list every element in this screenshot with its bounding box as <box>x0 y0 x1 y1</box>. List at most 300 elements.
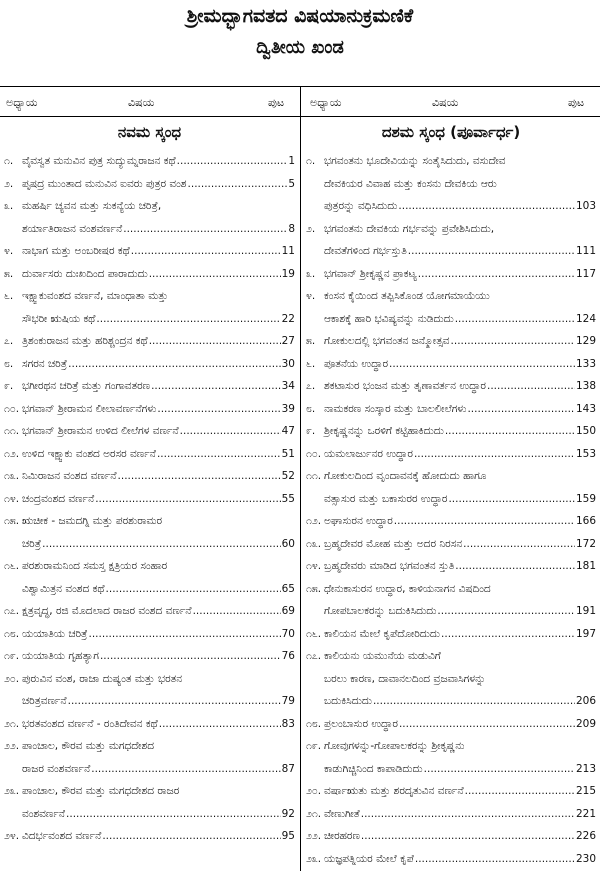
entry-last-line <box>22 825 299 848</box>
dot-leader <box>399 713 575 736</box>
dot-leader <box>394 510 575 533</box>
entry-text: ಪಾಂಚಾಲ, ಕೌರವ ಮತ್ತು ಮಗಧದೇಶದ ರಾಜರ <box>22 785 180 797</box>
entry-last-line <box>324 353 600 376</box>
page-number: 206 <box>575 695 596 707</box>
entry-number: ೧೦. <box>306 447 322 460</box>
page-number: 51 <box>281 447 295 460</box>
entry-number: ೧೨. <box>4 447 20 460</box>
page-number: 150 <box>575 425 596 437</box>
dot-leader <box>445 420 575 443</box>
entry-number: ೪. <box>4 245 14 257</box>
entry-text: ಬದುಕಿಸಿದುದು <box>324 695 372 707</box>
entry-number: ೧೫. <box>306 582 322 595</box>
page-number: 153 <box>575 447 596 460</box>
dot-leader <box>373 690 575 713</box>
entry-text: ಪರಶುರಾಮನಿಂದ ಸಮಸ್ತ ಕ್ಷತ್ರಿಯರ ಸಂಹಾರ <box>22 560 168 572</box>
toc-entry <box>0 510 299 555</box>
entry-text: ಯಜ್ಞಪತ್ನಿಯರ ಮೇಲೆ ಕೃಪೆ <box>324 852 414 865</box>
entry-last-line <box>324 555 600 578</box>
page-number: 191 <box>575 605 596 617</box>
toc-entry <box>0 555 299 600</box>
column-divider <box>300 86 301 871</box>
entry-last-line <box>22 218 299 241</box>
page-number: 76 <box>281 650 295 662</box>
page-number: 87 <box>281 762 295 775</box>
toc-entry <box>302 803 600 826</box>
entry-last-line <box>324 420 600 443</box>
page-number: 166 <box>575 515 596 527</box>
entry-last-line <box>22 330 299 353</box>
entry-last-line <box>22 758 299 781</box>
page-number: 138 <box>575 380 596 392</box>
page-number: 27 <box>281 335 295 347</box>
right-entry-list <box>302 150 600 870</box>
page-number: 39 <box>281 402 295 415</box>
entry-text: ನಾಭಾಗ ಮತ್ತು ಅಂಬರೀಷರ ಕಥೆ <box>22 245 130 257</box>
page-number: 52 <box>281 470 295 482</box>
left-chapter-header: ಅಧ್ಯಾಯ <box>6 96 38 109</box>
entry-text: ಪುತ್ರರನ್ನು ವಧಿಸಿದುದು <box>324 200 398 212</box>
page-number: 226 <box>575 830 596 842</box>
dot-leader <box>188 173 288 196</box>
entry-text: ವರ್ಷಾಋತು ಮತ್ತು ಶರದೃತುವಿನ ವರ್ಣನೆ <box>324 785 464 797</box>
entry-text: ಭಗವಂತನು ದೇವಕಿಯ ಗರ್ಭವನ್ನು ಪ್ರವೇಶಿಸಿದುದು, <box>324 222 495 235</box>
entry-text: ಬರಲು ಕಾರಣ, ದಾವಾನಲದಿಂದ ವ್ರಜವಾಸಿಗಳನ್ನು <box>324 672 486 685</box>
page-number: 79 <box>281 695 295 707</box>
entry-text: ಶ್ರೀಕೃಷ್ಣನನ್ನು ಒರಳಿಗೆ ಕಟ್ಟಿಹಾಕಿದುದು <box>324 425 444 437</box>
toc-entry <box>0 285 299 330</box>
entry-text: ಮಹರ್ಷಿ ಚ್ಯವನ ಮತ್ತು ಸುಕನ್ಯೆಯ ಚರಿತ್ರೆ, <box>22 200 162 212</box>
toc-entry <box>0 263 299 286</box>
entry-text: ಶರ್ಯಾತಿರಾಜನ ವಂಶವರ್ಣನೆ <box>22 222 123 235</box>
entry-last-line <box>324 713 600 736</box>
dot-leader <box>361 803 575 826</box>
page-number: 230 <box>575 852 596 865</box>
toc-entry <box>0 465 299 488</box>
entry-text: ದೇವಕಿಯರ ವಿವಾಹ ಮತ್ತು ಕಂಸನು ದೇವಕಿಯ ಆರು <box>324 177 497 190</box>
entry-number: ೧೫. <box>4 515 20 527</box>
entry-number: ೧. <box>4 155 14 167</box>
page-number: 181 <box>575 560 596 572</box>
page-number: 213 <box>575 762 596 775</box>
entry-text: ನಾಮಕರಣ ಸಂಸ್ಕಾರ ಮತ್ತು ಬಾಲಲೀಲೆಗಳು <box>324 402 467 415</box>
entry-number: ೨೦. <box>4 672 20 685</box>
entry-number: ೪. <box>306 290 316 302</box>
entry-text: ವೇಣುಗೀತೆ <box>324 807 360 820</box>
dot-leader <box>418 263 575 286</box>
dot-leader <box>467 398 575 421</box>
toc-entry <box>0 668 299 713</box>
page-number: 103 <box>575 200 596 212</box>
entry-last-line <box>324 263 600 286</box>
entry-text: ಪುರುವಿನ ವಂಶ, ರಾಜಾ ದುಷ್ಯಂತ ಮತ್ತು ಭರತನ <box>22 672 183 685</box>
page-number: 209 <box>575 717 596 730</box>
toc-entry <box>0 735 299 780</box>
dot-leader <box>95 488 280 511</box>
dot-leader <box>455 308 575 331</box>
dot-leader <box>102 825 280 848</box>
entry-number: ೧೧. <box>306 470 322 482</box>
entry-text: ವೈವಸ್ವತ ಮನುವಿನ ಪುತ್ರ ಸುದ್ಯುಮ್ನರಾಜನ ಕಥೆ <box>22 155 176 167</box>
entry-text: ಗೋವುಗಳನ್ನು-ಗೋಪಾಲಕರನ್ನು ಶ್ರೀಕೃಷ್ಣನು <box>324 740 465 752</box>
entry-last-line <box>22 173 299 196</box>
entry-text: ಭಗೀರಥನ ಚರಿತ್ರೆ ಮತ್ತು ಗಂಗಾವತರಣ <box>22 380 151 392</box>
page-number: 11 <box>281 245 295 257</box>
entry-last-line <box>22 443 299 466</box>
page-number: 65 <box>281 582 295 595</box>
page-number: 92 <box>281 807 295 820</box>
entry-number: ೧೦. <box>4 402 20 415</box>
entry-number: ೨೦. <box>306 785 322 797</box>
page-number: 111 <box>575 245 596 257</box>
page-number: 133 <box>575 357 596 370</box>
page-number: 8 <box>288 222 295 235</box>
entry-last-line <box>324 375 600 398</box>
entry-last-line <box>324 803 600 826</box>
right-topic-header: ವಿಷಯ <box>432 96 459 109</box>
page-number: 124 <box>575 312 596 325</box>
entry-last-line <box>324 195 600 218</box>
entry-text: ಪೂತನೆಯ ಉದ್ಧಾರ <box>324 357 388 370</box>
page-number: 19 <box>281 267 295 280</box>
entry-text: ಭಗವಾನ್ ಶ್ರೀಕೃಷ್ಣನ ಪ್ರಾಕಟ್ಯ <box>324 267 417 280</box>
entry-text: ಚಂದ್ರವಂಶದ ವರ್ಣನೆ <box>22 492 95 505</box>
dot-leader <box>123 218 287 241</box>
left-column <box>0 116 299 848</box>
dot-leader <box>68 690 281 713</box>
entry-number: ೯. <box>4 380 14 392</box>
entry-number: ೫. <box>4 267 14 280</box>
entry-number: ೧೯. <box>306 740 322 752</box>
entry-number: ೬. <box>306 357 316 370</box>
entry-number: ೬. <box>4 290 14 302</box>
toc-entry <box>0 150 299 173</box>
toc-entry <box>0 420 299 443</box>
entry-text: ಭರತವಂಶದ ವರ್ಣನೆ - ರಂತಿದೇವನ ಕಥೆ <box>22 717 158 730</box>
toc-entry <box>302 735 600 780</box>
entry-text: ವಿಶ್ವಾಮಿತ್ರನ ವಂಶದ ಕಥೆ <box>22 582 105 595</box>
entry-text: ಚೀರಹರಣ <box>324 830 360 842</box>
toc-entry <box>302 353 600 376</box>
dot-leader <box>414 443 575 466</box>
page-number: 47 <box>281 425 295 437</box>
toc-entry <box>302 825 600 848</box>
entry-text: ಗೋಕುಲದಲ್ಲಿ ಭಗವಂತನ ಜನ್ಮೋತ್ಸವ <box>324 335 450 347</box>
entry-number: ೧೭. <box>4 605 20 617</box>
entry-text: ಪ್ರಲಂಬಾಸುರ ಉದ್ಧಾರ <box>324 717 398 730</box>
entry-last-line <box>22 645 299 668</box>
entry-text: ಆಕಾಶಕ್ಕೆ ಹಾರಿ ಭವಿಷ್ಯವನ್ನು ನುಡಿದುದು <box>324 312 454 325</box>
entry-last-line <box>22 690 299 713</box>
toc-entry <box>302 578 600 623</box>
entry-last-line <box>324 758 600 781</box>
entry-last-line <box>324 308 600 331</box>
dot-leader <box>177 150 288 173</box>
entry-number: ೮. <box>306 402 316 415</box>
toc-entry <box>302 645 600 713</box>
dot-leader <box>89 623 281 646</box>
entry-number: ೩. <box>4 200 14 212</box>
toc-entry <box>0 195 299 240</box>
entry-text: ಯಮಲಾರ್ಜುನರ ಉದ್ಧಾರ <box>324 447 413 460</box>
toc-entry <box>302 623 600 646</box>
entry-last-line <box>324 780 600 803</box>
dot-leader <box>100 645 281 668</box>
dot-leader <box>157 398 280 421</box>
entry-number: ೨೨. <box>306 830 322 842</box>
entry-text: ಭಗವಾನ್ ಶ್ರೀರಾಮನ ಲೀಲಾವರ್ಣನೆಗಳು <box>22 402 157 415</box>
entry-number: ೯. <box>306 425 316 437</box>
entry-number: ೧೬. <box>306 627 322 640</box>
page-number: 5 <box>288 177 295 190</box>
toc-entry <box>302 780 600 803</box>
page-number: 172 <box>575 537 596 550</box>
entry-text: ಬ್ರಹ್ಮದೇವರ ಮೋಹ ಮತ್ತು ಅದರ ನಿರಸನ <box>324 537 463 550</box>
toc-entry <box>0 330 299 353</box>
entry-number: ೧೨. <box>306 515 322 527</box>
entry-text: ವಂಶವರ್ಣನೆ <box>22 807 66 820</box>
entry-text: ತ್ರಿಶಂಕುರಾಜನ ಮತ್ತು ಹರಿಶ್ಚಂದ್ರನ ಕಥೆ <box>22 335 148 347</box>
toc-entry <box>302 443 600 466</box>
toc-entry <box>302 465 600 510</box>
entry-text: ಕಾಲಿಯನ ಮೇಲೆ ಕೃಪೆದೋರಿದುದು <box>324 627 441 640</box>
entry-text: ಅಘಾಸುರನ ಉದ್ಧಾರ <box>324 515 393 527</box>
toc-entry <box>302 218 600 263</box>
dot-leader <box>96 308 280 331</box>
entry-text: ಬ್ರಹ್ಮದೇವರು ಮಾಡಿದ ಭಗವಂತನ ಸ್ತುತಿ <box>324 560 455 572</box>
entry-last-line <box>22 578 299 601</box>
entry-text: ಸಗರನ ಚರಿತ್ರೆ <box>22 357 68 370</box>
toc-entry <box>0 488 299 511</box>
entry-last-line <box>22 240 299 263</box>
entry-number: ೨೪. <box>4 830 20 842</box>
right-page-header: ಪುಟ <box>568 96 585 109</box>
entry-number: ೧೮. <box>4 627 20 640</box>
entry-last-line <box>22 533 299 556</box>
entry-number: ೨. <box>4 177 14 190</box>
entry-text: ಋಚೀಕ - ಜಮದಗ್ನಿ ಮತ್ತು ಪರಶುರಾಮರ <box>22 515 163 527</box>
dot-leader <box>448 488 574 511</box>
entry-number: ೨೧. <box>306 807 322 820</box>
dot-leader <box>149 330 281 353</box>
entry-text: ದುರ್ವಾಸರು ದುಃಖದಿಂದ ಪಾರಾದುದು <box>22 267 148 280</box>
dot-leader <box>91 758 280 781</box>
entry-number: ೧೬. <box>4 560 20 572</box>
entry-text: ದೇವತೆಗಳಿಂದ ಗರ್ಭಸ್ತುತಿ <box>324 245 407 257</box>
entry-number: ೮. <box>4 357 14 370</box>
dot-leader <box>389 353 575 376</box>
left-entry-list <box>0 150 299 848</box>
toc-entry <box>0 443 299 466</box>
entry-last-line <box>22 803 299 826</box>
dot-leader <box>66 803 281 826</box>
page-number: 197 <box>575 627 596 640</box>
toc-entry <box>0 623 299 646</box>
left-page-header: ಪುಟ <box>268 96 285 109</box>
dot-leader <box>106 578 281 601</box>
dot-leader <box>487 375 575 398</box>
entry-number: ೧೩. <box>4 470 20 482</box>
page-number: 215 <box>575 785 596 797</box>
dot-leader <box>465 780 575 803</box>
dot-leader <box>455 555 575 578</box>
entry-text: ಧೇನುಕಾಸುರನ ಉದ್ಧಾರ, ಕಾಳಿಯನಾಗನ ವಿಷದಿಂದ <box>324 582 491 595</box>
toc-entry <box>0 713 299 736</box>
page-number: 34 <box>281 380 295 392</box>
dot-leader <box>193 600 281 623</box>
entry-number: ೨. <box>306 222 316 235</box>
entry-text: ಚರಿತ್ರವರ್ಣನೆ <box>22 695 67 707</box>
toc-entry <box>0 398 299 421</box>
entry-last-line <box>22 623 299 646</box>
entry-last-line <box>22 150 299 173</box>
toc-entry <box>302 150 600 218</box>
toc-entry <box>302 263 600 286</box>
right-chapter-header: ಅಧ್ಯಾಯ <box>310 96 342 109</box>
page-number: 60 <box>281 537 295 550</box>
entry-text: ಸೌಭರೀ ಋಷಿಯ ಕಥೆ <box>22 312 96 325</box>
entry-text: ವತ್ಸಾಸುರ ಮತ್ತು ಬಕಾಸುರರ ಉದ್ಧಾರ <box>324 492 448 505</box>
entry-last-line <box>22 263 299 286</box>
entry-last-line <box>324 488 600 511</box>
entry-text: ಭಗವಂತನು ಭೂದೇವಿಯನ್ನು ಸಂತೈಸಿದುದು, ವಸುದೇವ <box>324 155 506 167</box>
entry-text: ಚರಿತ್ರೆ <box>22 537 42 550</box>
entry-last-line <box>22 308 299 331</box>
entry-last-line <box>324 600 600 623</box>
toc-entry <box>0 173 299 196</box>
toc-entry <box>302 330 600 353</box>
entry-number: ೩. <box>306 267 316 280</box>
entry-text: ವಿದರ್ಭವಂಶದ ವರ್ಣನೆ <box>22 830 102 842</box>
entry-number: ೧೭. <box>306 650 322 662</box>
toc-entry <box>0 240 299 263</box>
entry-last-line <box>324 510 600 533</box>
dot-leader <box>441 623 575 646</box>
entry-number: ೧೪. <box>4 492 20 505</box>
toc-entry <box>0 600 299 623</box>
page-number: 83 <box>281 717 295 730</box>
entry-number: ೧೯. <box>4 650 20 662</box>
page-number: 70 <box>281 627 295 640</box>
entry-number: ೨೧. <box>4 717 20 730</box>
entry-text: ಉಳಿದ ಇಕ್ಷ್ವಾಕು ವಂಶದ ಅರಸರ ವರ್ಣನೆ <box>22 447 156 460</box>
entry-last-line <box>22 488 299 511</box>
entry-last-line <box>324 240 600 263</box>
entry-number: ೭. <box>306 380 316 392</box>
page-number: 117 <box>575 267 596 280</box>
page-number: 22 <box>281 312 295 325</box>
dot-leader <box>68 353 280 376</box>
toc-entry <box>302 510 600 533</box>
page-number: 159 <box>575 492 596 505</box>
dot-leader <box>42 533 280 556</box>
entry-last-line <box>324 533 600 556</box>
dot-leader <box>180 420 281 443</box>
dot-leader <box>463 533 575 556</box>
toc-entry <box>0 780 299 825</box>
page-number: 221 <box>575 807 596 820</box>
entry-number: ೨೩. <box>306 852 322 865</box>
entry-text: ಗೋಪಬಾಲಕರನ್ನು ಬದುಕಿಸಿದುದು <box>324 605 437 617</box>
entry-number: ೨೨. <box>4 740 20 752</box>
dot-leader <box>398 195 575 218</box>
entry-last-line <box>324 690 600 713</box>
document-subtitle: ದ್ವಿತೀಯ ಖಂಡ <box>256 37 344 58</box>
entry-text: ಕಂಸನ ಕೈಯಿಂದ ತಪ್ಪಿಸಿಕೊಂಡ ಯೋಗಮಾಯೆಯು <box>324 290 490 302</box>
toc-entry <box>0 645 299 668</box>
entry-number: ೨೩. <box>4 785 20 797</box>
entry-text: ಯಯಾತಿಯ ಗೃಹತ್ಯಾಗ <box>22 650 99 662</box>
entry-number: ೧೪. <box>306 560 322 572</box>
toc-entry <box>302 713 600 736</box>
right-column-title: ದಶಮ ಸ್ಕಂಧ (ಪೂರ್ವಾರ್ಧ) <box>381 123 521 141</box>
entry-last-line <box>22 353 299 376</box>
entry-number: ೧೮. <box>306 717 322 730</box>
entry-last-line <box>324 623 600 646</box>
toc-entry <box>0 353 299 376</box>
toc-entry <box>302 398 600 421</box>
entry-text: ಕ್ಷತ್ರವೃದ್ಧ, ರಜಿ ಮೊದಲಾದ ರಾಜರ ವಂಶದ ವರ್ಣನೆ <box>22 605 192 617</box>
toc-entry <box>0 375 299 398</box>
dot-leader <box>149 263 281 286</box>
dot-leader <box>361 825 575 848</box>
dot-leader <box>451 330 575 353</box>
entry-last-line <box>324 825 600 848</box>
entry-last-line <box>324 330 600 353</box>
entry-last-line <box>22 465 299 488</box>
entry-number: ೭. <box>4 335 14 347</box>
dot-leader <box>437 600 575 623</box>
toc-entry <box>302 420 600 443</box>
entry-number: ೫. <box>306 335 316 347</box>
entry-last-line <box>22 713 299 736</box>
page-number: 55 <box>281 492 295 505</box>
entry-text: ಗೋಕುಲದಿಂದ ವೃಂದಾವನಕ್ಕೆ ಹೋದುದು ಹಾಗೂ <box>324 470 487 482</box>
entry-text: ರಾಜರ ವಂಶವರ್ಣನೆ <box>22 762 91 775</box>
entry-last-line <box>324 398 600 421</box>
dot-leader <box>159 713 281 736</box>
dot-leader <box>157 443 281 466</box>
page-number: 1 <box>288 155 295 167</box>
page-number: 69 <box>281 605 295 617</box>
dot-leader <box>408 240 575 263</box>
entry-last-line <box>22 600 299 623</box>
entry-text: ಭಗವಾನ್ ಶ್ರೀರಾಮನ ಉಳಿದ ಲೀಲೆಗಳ ವರ್ಣನೆ <box>22 425 179 437</box>
dot-leader <box>118 465 281 488</box>
entry-text: ನಿಮಿರಾಜನ ವಂಶದ ವರ್ಣನೆ <box>22 470 117 482</box>
entry-text: ಶಕಟಾಸುರ ಭಂಜನ ಮತ್ತು ತೃಣಾವರ್ತನ ಉದ್ಧಾರ <box>324 380 486 392</box>
entry-last-line <box>22 420 299 443</box>
page-number: 143 <box>575 402 596 415</box>
entry-number: ೧೩. <box>306 537 322 550</box>
entry-text: ಕಾಲಿಯನು ಯಮುನೆಯ ಮಡುವಿಗೆ <box>324 650 441 662</box>
page-number: 129 <box>575 335 596 347</box>
left-column-title: ನವಮ ಸ್ಕಂಧ <box>117 123 182 141</box>
dot-leader <box>151 375 281 398</box>
entry-last-line <box>324 443 600 466</box>
toc-entry <box>302 375 600 398</box>
left-topic-header: ವಿಷಯ <box>128 96 155 109</box>
page-number: 95 <box>281 830 295 842</box>
entry-last-line <box>22 375 299 398</box>
entry-text: ಪಾಂಚಾಲ, ಕೌರವ ಮತ್ತು ಮಗಧದೇಶದ <box>22 740 155 752</box>
toc-entry <box>0 825 299 848</box>
entry-text: ಪೃಷದ್ರ ಮುಂತಾದ ಮನುವಿನ ಐವರು ಪುತ್ರರ ವಂಶ <box>22 177 187 190</box>
right-column <box>302 116 600 870</box>
dot-leader <box>131 240 281 263</box>
entry-last-line <box>22 398 299 421</box>
entry-number: ೧೧. <box>4 425 20 437</box>
